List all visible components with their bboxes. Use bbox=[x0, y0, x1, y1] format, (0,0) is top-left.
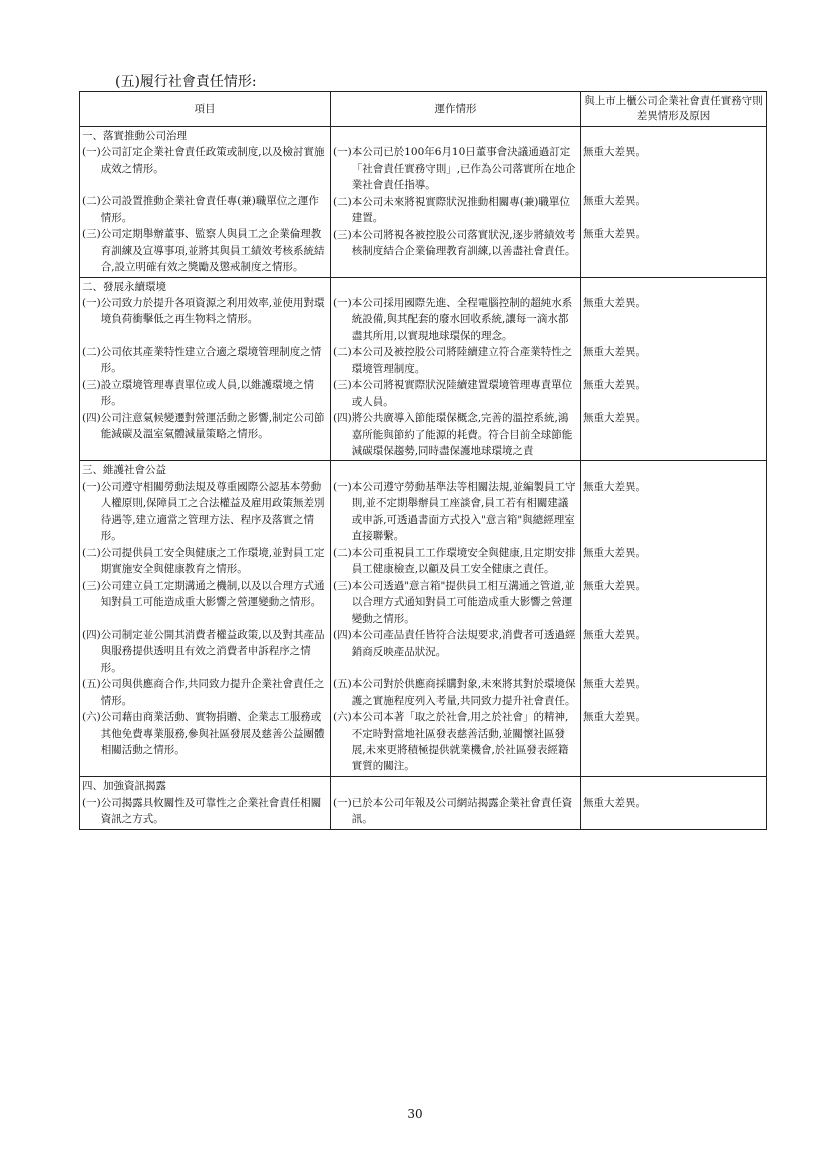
item-text: 本公司未來將視實際狀況推動相關專(兼)職單位建置。 bbox=[351, 195, 570, 225]
table-row bbox=[80, 777, 767, 829]
item-text: 本公司本著「取之於社會,用之於社會」的精神,不定時對當地社區發表慈善活動,並關懷社區發展,未來更將積極提供就業機會,於社區發表經籍實質的關注。 bbox=[351, 711, 569, 773]
column-header-operation: 運作情形 bbox=[331, 92, 581, 127]
item-number: (一) bbox=[333, 146, 352, 159]
item-text: 本公司透過"意言箱"提供員工相互溝通之管道,並以合理方式通知對員工可能造成重大影響之營運變動之情形。 bbox=[351, 579, 575, 625]
operation-item bbox=[333, 377, 578, 410]
section-title: 四、加強資訊揭露 bbox=[82, 780, 166, 793]
diff-text: 無重大差異。 bbox=[583, 379, 646, 392]
item-number: (四) bbox=[82, 628, 101, 641]
page-number: 30 bbox=[407, 1107, 423, 1121]
item-cell bbox=[80, 777, 331, 829]
diff-text: 無重大差異。 bbox=[583, 628, 646, 641]
diff-text: 無重大差異。 bbox=[583, 710, 646, 723]
item-text: 本公司及被控股公司將陸續建立符合產業特性之環境管理制度。 bbox=[351, 346, 573, 375]
item-text: 公司依其產業特性建立合適之環境管理制度之情形。 bbox=[100, 346, 322, 375]
item-number: (三) bbox=[333, 579, 352, 592]
item-text: 已於本公司年報及公司網站揭露企業社會責任資訊。 bbox=[351, 796, 573, 825]
diff-text: 無重大差異。 bbox=[583, 228, 646, 241]
item-text: 公司提供員工安全與健康之工作環境,並對員工定期實施安全與健康教育之情形。 bbox=[100, 546, 325, 576]
column-header-item: 項目 bbox=[80, 92, 331, 127]
item-text: 本公司採用國際先進、全程電腦控制的超純水系統設備,與其配套的廢水回收系統,讓每一滴水都盡其所用,以實現地球環保的理念。 bbox=[351, 297, 573, 342]
diff-cell bbox=[581, 777, 767, 829]
diff-text: 無重大差異。 bbox=[583, 796, 646, 809]
diff-text: 無重大差異。 bbox=[583, 480, 646, 493]
item-number: (二) bbox=[333, 346, 352, 359]
item-number: (一) bbox=[333, 480, 352, 493]
spacer bbox=[333, 128, 578, 144]
item-number: (四) bbox=[333, 629, 352, 642]
item-number: (三) bbox=[82, 379, 101, 392]
evaluation-item bbox=[82, 193, 328, 226]
table-row bbox=[80, 127, 767, 278]
spacer bbox=[333, 279, 578, 295]
operation-item bbox=[333, 627, 578, 676]
operation-item bbox=[333, 227, 578, 276]
item-text: 本公司遵守勞動基準法等相關法規,並編製員工守則,並不定期舉辦員工座談會,員工若有相關建議或申訴,可透過書面方式投入"意言箱"與總經理室直接聯繫。 bbox=[351, 480, 576, 543]
operation-item bbox=[333, 144, 578, 193]
operation-item bbox=[333, 795, 578, 828]
diff-text: 無重大差異。 bbox=[583, 677, 646, 690]
section-title: 三、維護社會公益 bbox=[82, 464, 166, 477]
operation-item bbox=[333, 194, 578, 227]
item-text: 公司建立員工定期溝通之機制,以及以合理方式通知對員工可能造成重大影響之營運變動之情形。 bbox=[100, 579, 325, 609]
item-cell bbox=[80, 277, 331, 461]
operation-item bbox=[333, 545, 578, 578]
diff-text: 無重大差異。 bbox=[583, 412, 646, 425]
diff-cell bbox=[581, 127, 767, 278]
item-number: (一) bbox=[333, 796, 352, 809]
evaluation-item bbox=[82, 410, 328, 459]
evaluation-item bbox=[82, 545, 328, 578]
item-text: 公司注意氣候變遷對營運活動之影響,制定公司節能減碳及溫室氣體減量策略之情形。 bbox=[100, 412, 325, 441]
diff-text: 無重大差異。 bbox=[583, 579, 646, 592]
evaluation-item bbox=[82, 709, 328, 775]
diff-text: 無重大差異。 bbox=[583, 346, 646, 359]
item-number: (一) bbox=[82, 297, 101, 310]
spacer bbox=[333, 778, 578, 794]
operation-item bbox=[333, 709, 578, 775]
spacer bbox=[583, 778, 764, 794]
operation-cell bbox=[331, 777, 581, 829]
item-text: 公司藉由商業活動、實物捐贈、企業志工服務或其他免費專業服務,參與社區發展及慈善公益團體相關活動之情形。 bbox=[100, 711, 325, 756]
evaluation-item bbox=[82, 226, 328, 275]
evaluation-item bbox=[82, 144, 328, 193]
diff-cell bbox=[581, 277, 767, 461]
item-text: 公司遵守相關勞動法規及尊重國際公認基本勞動人權原則,保障員工之合法權益及雇用政策無差別待遇等,建立適當之管理方法、程序及落實之情形。 bbox=[100, 480, 325, 543]
operation-item bbox=[333, 344, 578, 377]
spacer bbox=[333, 462, 578, 478]
evaluation-item bbox=[82, 295, 328, 344]
item-number: (二) bbox=[82, 546, 101, 559]
spacer bbox=[583, 128, 764, 144]
item-text: 公司設置推動企業社會責任專(兼)職單位之運作情形。 bbox=[100, 195, 319, 224]
item-text: 公司制定並公開其消費者權益政策,以及對其產品與服務提供透明且有效之消費者申訴程序之情形。 bbox=[100, 628, 325, 674]
evaluation-item bbox=[82, 344, 328, 377]
spacer bbox=[583, 279, 764, 295]
item-text: 公司定期舉辦董事、監察人與員工之企業倫理教育訓練及宣導事項,並將其與員工績效考核系統結合,設立明確有效之獎勵及懲戒制度之情形。 bbox=[100, 228, 325, 274]
item-number: (四) bbox=[333, 412, 352, 425]
item-text: 本公司產品責任皆符合法規要求,消費者可透過經銷商反映產品狀況。 bbox=[351, 629, 576, 658]
section-heading: (五)履行社會責任情形: bbox=[115, 74, 257, 90]
table-header-row bbox=[80, 92, 767, 127]
operation-item bbox=[333, 479, 578, 545]
item-number: (五) bbox=[82, 678, 101, 691]
diff-text: 無重大差異。 bbox=[583, 195, 646, 208]
evaluation-item bbox=[82, 676, 328, 709]
evaluation-item bbox=[82, 479, 328, 545]
item-number: (二) bbox=[82, 195, 101, 208]
item-text: 公司訂定企業社會責任政策或制度,以及檢討實施成效之情形。 bbox=[100, 146, 325, 175]
operation-item bbox=[333, 295, 578, 344]
evaluation-item bbox=[82, 578, 328, 627]
table-row bbox=[80, 277, 767, 461]
evaluation-item bbox=[82, 627, 328, 676]
item-number: (一) bbox=[333, 297, 352, 310]
item-number: (五) bbox=[333, 678, 352, 691]
section-title: 二、發展永續環境 bbox=[82, 280, 166, 293]
operation-cell bbox=[331, 277, 581, 461]
item-cell bbox=[80, 127, 331, 278]
diff-text: 無重大差異。 bbox=[583, 297, 646, 310]
column-header-diff: 與上市上櫃公司企業社會責任實務守則差異情形及原因 bbox=[581, 92, 767, 127]
item-text: 公司揭露具攸關性及可靠性之企業社會責任相關資訊之方式。 bbox=[100, 796, 322, 825]
item-text: 公司致力於提升各項資源之利用效率,並使用對環境負荷衝擊低之再生物料之情形。 bbox=[100, 297, 325, 326]
operation-item bbox=[333, 676, 578, 709]
item-number: (三) bbox=[333, 228, 352, 241]
item-text: 本公司重視員工工作環境安全與健康,且定期安排員工健康檢查,以顧及員工安全健康之責任。 bbox=[351, 546, 576, 576]
item-number: (四) bbox=[82, 412, 101, 425]
operation-cell bbox=[331, 461, 581, 777]
item-number: (二) bbox=[333, 546, 352, 559]
operation-cell bbox=[331, 127, 581, 278]
diff-text: 無重大差異。 bbox=[583, 546, 646, 559]
operation-item bbox=[333, 410, 578, 459]
evaluation-item bbox=[82, 795, 328, 828]
item-number: (三) bbox=[82, 579, 101, 592]
item-text: 本公司對於供應商採購對象,未來將其對於環境保護之實施程度列入考量,共同致力提升社會責任。 bbox=[351, 678, 576, 707]
operation-item bbox=[333, 578, 578, 627]
item-text: 設立環境管理專責單位或人員,以維護環境之情形。 bbox=[100, 379, 315, 408]
item-number: (六) bbox=[82, 711, 101, 724]
spacer bbox=[583, 462, 764, 478]
item-text: 將公共廣導入節能環保概念,完善的溫控系統,鴻嘉所能與節約了能源的耗費。符合目前全球節能減碳環保趨勢,同時盡保護地球環境之責 bbox=[351, 412, 573, 458]
item-number: (六) bbox=[333, 711, 352, 724]
section-title: 一、落實推動公司治理 bbox=[82, 130, 187, 142]
table-row bbox=[80, 461, 767, 777]
item-text: 本公司已於100年6月10日董事會決議通過訂定「社會責任實務守則」,已作為公司落實所在地企業社會責任指導。 bbox=[351, 146, 576, 192]
table-body bbox=[80, 127, 767, 830]
diff-text: 無重大差異。 bbox=[583, 146, 646, 159]
item-number: (二) bbox=[333, 195, 352, 208]
item-cell bbox=[80, 461, 331, 777]
item-text: 本公司將視實際狀況陸續建置環境管理專責單位或人員。 bbox=[351, 379, 573, 408]
item-number: (一) bbox=[82, 796, 101, 809]
item-number: (一) bbox=[82, 480, 101, 493]
item-text: 公司與供應商合作,共同致力提升企業社會責任之情形。 bbox=[100, 678, 325, 707]
diff-cell bbox=[581, 461, 767, 777]
item-number: (二) bbox=[82, 346, 101, 359]
csr-table bbox=[79, 91, 767, 830]
item-number: (一) bbox=[82, 146, 101, 159]
item-number: (三) bbox=[82, 228, 101, 241]
item-number: (三) bbox=[333, 379, 352, 392]
evaluation-item bbox=[82, 377, 328, 410]
item-text: 本公司將視各被控股公司落實狀況,逐步將績效考核制度結合企業倫理教育訓練,以善盡社會責任。 bbox=[351, 228, 576, 258]
